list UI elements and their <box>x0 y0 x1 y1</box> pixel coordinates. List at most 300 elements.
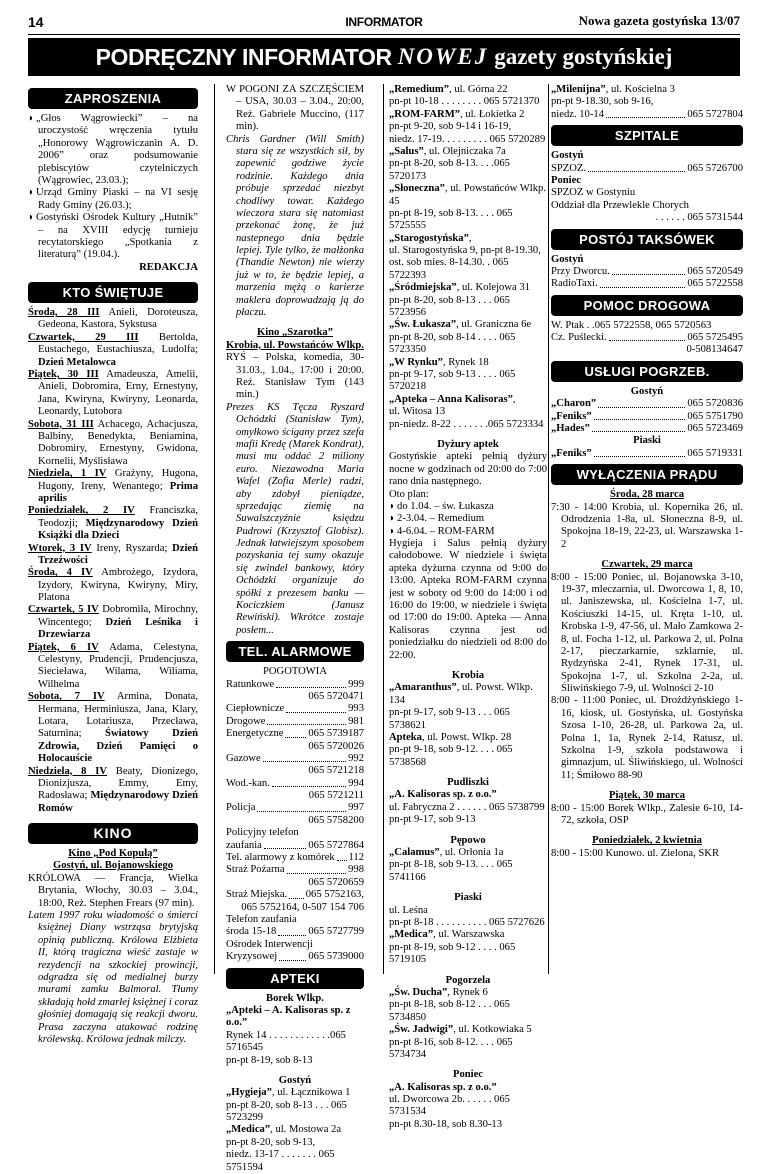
pharmacy-name: „Św. Ducha” <box>389 986 448 998</box>
nameday-holiday: Światowy Dzień Zdrowia, Dzień Pamięci o Holocauście <box>38 728 198 765</box>
nameday-date: Czwartek, 29 III <box>28 331 139 343</box>
pharmacy-line <box>389 732 547 744</box>
pharmacy-line <box>389 369 547 394</box>
pharmacy-name: „Śródmiejska” <box>389 282 457 294</box>
invitation-item: ◗ „Głos Wągrowiecki” – na uroczystość wręczenia tytułu „Honorowy Wągrowiczanin A. D. 2006” oraz podsumowanie plebiscytów czytelniczych (Wągrowiec, 23.03.); <box>28 113 198 187</box>
nameday-names: Beaty, Dionizego, Dionizjusza, Emmy, Emy, Radosława; <box>38 765 199 802</box>
main-title-part3: gazety gostyńskiej <box>494 43 673 69</box>
pharmacy-name: pn-pt 8-20, sob 8-14 . . . . 065 5723350 <box>389 331 516 356</box>
pharmacy-line <box>389 208 547 233</box>
paragraph: Gostyńskie apteki pełnią dyżury nocne w godzinach od 20:00 do 7:00 rano dnia następnego. <box>389 451 547 488</box>
phone-number: 065 5720026 <box>308 740 364 752</box>
phone-name: zaufania <box>226 839 262 851</box>
cinema-address: Krobia, ul. Powstańców Wlkp. <box>226 339 364 351</box>
cinema-name: Kino „Pod Kopułą” <box>68 848 158 860</box>
pharmacy-address: , <box>512 393 516 405</box>
phone-name: Gazowe <box>226 752 261 764</box>
phone-row: Przy Dworcu. 065 5720549 <box>551 265 743 277</box>
pharmacy-name: pn-pt 9-17, sob 9-13 . . . 065 5738621 <box>389 707 510 731</box>
pharmacy-name: „Hygieja” <box>226 1087 272 1099</box>
pharmacy-address: , <box>468 232 472 244</box>
outage-date: Czwartek, 29 marca <box>601 559 693 571</box>
signature: REDAKCJA <box>139 261 198 273</box>
section-postoj-taksowek: POSTÓJ TAKSÓWEK <box>551 229 743 250</box>
nameday-names: Dobromiła, Mirochny, Wincentego; <box>38 604 198 628</box>
nameday-date: Środa, 4 IV <box>28 567 93 579</box>
pharmacy-line <box>389 109 547 121</box>
nameday-names: Grażyny, Hugona, Hugony, Ireny, Wenantego; <box>38 468 198 492</box>
pharmacy-name: niedz. 13-17 . . . . . . . 065 5751594 <box>226 1149 335 1173</box>
pharmacy-address: , ul. Górna 22 <box>449 84 508 95</box>
pharmacy-line: pn-pt 9-18.30, sob 9-16, <box>551 96 654 108</box>
pharmacy-name: pn-pt 8-19, sob 8-13. . . . 065 5725555 <box>389 207 513 232</box>
phone-row: „Hades” 065 5723469 <box>551 423 743 435</box>
phone-number: 998 <box>348 864 364 876</box>
spacer <box>389 662 547 670</box>
pharmacy-name: „Św. Łukasza” <box>389 319 457 331</box>
nameday-date: Sobota, 7 IV <box>28 691 105 703</box>
pharmacy-line <box>389 319 547 331</box>
invitation-item: ◗ Gostyński Ośrodek Kultury „Hutnik” – na XVIII edycję turnieju recytatorskiego „Spotkania z literaturą” (19.04.). <box>28 212 198 262</box>
phone-number: 981 <box>348 715 364 727</box>
pharmacy-name: pn-pt 8-18, sob 9-13. . . . 065 5741166 <box>389 859 513 883</box>
pharmacy-name: ul. Leśna <box>389 904 428 916</box>
leader-dots <box>286 703 346 712</box>
main-title-part2: NOWEJ <box>397 43 489 69</box>
pharmacy-name: pn-pt 9-18, sob 9-12. . . . 065 5738568 <box>389 744 513 768</box>
section-szpitale: SZPITALE <box>551 125 743 146</box>
phone-number: 065 5721218 <box>308 765 364 777</box>
phone-name: Wod.-kan. <box>226 777 270 789</box>
pharmacy-name: „Starogostyńska” <box>389 232 469 244</box>
phone-row <box>226 679 364 691</box>
town-heading: Gostyń <box>630 385 664 397</box>
phone-name: Policja <box>226 802 256 814</box>
pharmacy-name: „Słoneczna” <box>389 183 445 195</box>
leader-dots <box>276 679 346 688</box>
pharmacy-name: „Św. Jadwigi” <box>389 1024 454 1036</box>
phone-number: 065 5739187 <box>308 728 364 740</box>
phone-number: 112 <box>348 852 364 864</box>
town-heading: Piaski <box>454 892 482 904</box>
nameday-names: Achacego, Achacjusza, Balbiny, Benedykta, Beniamina, Dobromiry, Ernestyny, Gwidona, Kornelii, Myślisława <box>38 418 199 467</box>
pharmacy-line <box>226 1149 364 1174</box>
pharmacy-name: „A. Kalisoras sp. z o.o.” <box>389 1081 497 1093</box>
nameday-holiday: Dzień Metalowca <box>38 356 116 368</box>
pharmacy-address: , ul. Łokietka 2 <box>460 108 525 120</box>
emergency-list-2 <box>226 840 364 902</box>
pharmacy-line <box>389 789 547 801</box>
pharmacy-line <box>389 96 547 108</box>
phone-row <box>226 889 364 901</box>
phone-row <box>226 728 364 740</box>
pharmacy-line <box>389 905 547 917</box>
pharmacy-name: „Medica” <box>389 929 434 941</box>
outage-item: 8:00 - 11:00 Poniec, ul. Drożdżyńskiego 1-16, kiosk, ul. Gostyńska, ul. Gostyńska Szosa 1-10, 26-28, ul. Parkowa 2a, ul. Polna 1, 1a, Rynek 2-14, Ratusz, ul. Szkolna 1-9, szkoła podstawowa i gimnazjum, ul. Śliwińskiego, ul. Wolności 11; Śmiłowo 88-90 <box>551 695 743 781</box>
pharmacy-address: , ul. Mostowa 2a <box>270 1124 342 1136</box>
page-header <box>28 12 740 35</box>
outage-item: 8:00 - 15:00 Borek Wlkp., Zalesie 6-10, 14-72, szkoła, OSP <box>551 802 743 826</box>
pharmacy-line <box>389 987 547 999</box>
phone-number: 993 <box>348 703 364 715</box>
pharmacy-name: ul. Witosa 13 <box>389 406 446 418</box>
phone-row <box>226 864 364 876</box>
town-heading: Poniec <box>452 1069 483 1081</box>
nameday-date: Niedziela, 8 IV <box>28 765 108 777</box>
town-heading: Poniec <box>551 174 582 186</box>
nameday-entry <box>28 307 198 332</box>
phone-number: 992 <box>348 752 364 764</box>
phone-number: 065 5720659 <box>308 876 364 888</box>
pharmacy-name: pn-pt 8-20, sob 8-13 . . . 065 5723956 <box>389 294 510 319</box>
main-title-part1: PODRĘCZNY INFORMATOR <box>95 43 392 70</box>
spacer <box>389 769 547 777</box>
nameday-names: Anieli, Doroteusza, Gedeona, Kastora, Sykstusa <box>38 307 198 331</box>
section-wylaczenia-pradu: WYŁĄCZENIA PRĄDU <box>551 464 743 485</box>
film-description: Latem 1997 roku wiadomość o śmierci księżnej Diany wstrząsa brytyjską opinią publiczną. Królowa Elżbieta II, którą tragiczna wieść zastaje w rezydencji na szkockiej prowincji, odgradza się od medialnej burzy murami zamku Balmoral. Tłumy składają hołd zmarłej księżnej i coraz głośniej domagają się reakcji dworu. Prasa zaczyna atakować rodzinę królewską. Królowa jednak milczy. <box>28 910 198 1045</box>
town-heading: Pogorzela <box>445 974 491 986</box>
nameday-holiday: Międzynarodowy Dzień Książki dla Dzieci <box>38 517 198 542</box>
pharmacy-name: pn-pt 8-16, sob 8-12. . . . 065 5734734 <box>389 1036 513 1060</box>
pharmacy-name: pn-pt 8-20, sob 8-13 . . . 065 5723299 <box>226 1099 347 1124</box>
section-pomoc-drogowa: POMOC DROGOWA <box>551 295 743 316</box>
nameday-names: Bertolda, Eustachego, Eustachiusza, Ludolfa; <box>38 331 199 356</box>
nameday-names: Adama, Celestyna, Celestyny, Prudencji, Prudencjusza, Siecieława, Wilama, Wiliama, Wilhelma <box>38 641 198 690</box>
pharmacy-line <box>389 406 547 418</box>
nameday-entry <box>28 468 198 505</box>
pharmacy-name: „Medica” <box>226 1124 271 1136</box>
nameday-holiday: Międzynarodowy Dzień Romów <box>38 790 198 814</box>
outage-date: Środa, 28 marca <box>609 489 685 501</box>
leader-dots <box>267 716 346 725</box>
nameday-names: Amadeusza, Amelii, Anieli, Dobromira, Erny, Ernestyny, Jana, Kwiryna, Kwiryny, Leonarda, Leonardy, Lutobora <box>38 369 198 418</box>
phone-row: RadioTaxi. 065 5722558 <box>551 278 743 290</box>
pharmacy-name: pn-pt 8-18, sob 8-12 . . . 065 5734850 <box>389 999 510 1023</box>
emergency-list <box>226 679 364 828</box>
phone-number: 065 5720471 <box>308 690 364 702</box>
phone-number: 0-508134647 <box>686 344 743 356</box>
pharmacy-address: , ul. Warszawska <box>433 929 505 941</box>
nameday-date: Piątek, 30 III <box>28 369 99 381</box>
pharmacy-line <box>389 245 547 257</box>
phone-name: Straż Pożarna <box>226 864 285 876</box>
phone-number: 065 5752163, <box>305 889 364 901</box>
phone-number: 065 5721211 <box>308 790 364 802</box>
pharmacy-address: , ul. Kolejowa 31 <box>456 282 530 294</box>
section-tel-alarmowe: TEL. ALARMOWE <box>226 641 364 662</box>
main-title-bar <box>28 38 740 76</box>
pharmacy-name: ul. Starogostyńska 9, pn-pt 8-19.30, <box>389 245 541 257</box>
pharmacy-line: Rynek 14 . . . . . . . . . . . .065 5716545 <box>226 1029 346 1054</box>
phone-line: W. Ptak . .065 5722558, 065 5720563 <box>551 319 712 331</box>
phone-row: Kryzysowej 065 5739000 <box>226 951 364 963</box>
pharmacy-line <box>389 917 547 929</box>
pharmacy-name: „Remedium” <box>389 84 450 95</box>
cinema-name: Kino „Szarotka” <box>256 327 334 339</box>
pharmacy-line <box>389 357 547 369</box>
spacer <box>389 884 547 892</box>
section-apteki: APTEKI <box>226 968 364 989</box>
subheading: POGOTOWIA <box>263 666 327 678</box>
pharmacy-line <box>389 233 547 245</box>
pharmacy-entry: „Milenijna”, ul. Kościelna 3 <box>551 84 675 95</box>
phone-row <box>226 840 364 852</box>
nameday-entry <box>28 604 198 641</box>
leader-dots <box>289 889 304 898</box>
phone-row: „Charon” 065 5720836 <box>551 398 743 410</box>
nameday-date: Piątek, 6 IV <box>28 641 99 653</box>
phone-row: środa 15-18 065 5727799 <box>226 926 364 938</box>
phone-label: Ośrodek Interwencji <box>226 938 313 950</box>
outage-item: 8:00 - 15:00 Poniec, ul. Bojanowska 3-10, 19-37, mleczarnia, ul. Dworcowa 1, 8, 10, ul. Janiszewska, ul. Kościelna 1-7, ul. Kościuszki 14-15, ul. Kręta 1-10, ul. Krobska 1-9, 47-56, ul. Mało Zamkowa 2-8, ul. Focha 1-12, ul. Parkowa 2, ul. Polna 2-17, pieczarkarnie, szklarnie, ul. Rydzyńska 2-41, Rynek 17-31, ul. Spokojna 1-7, ul. Szkolna 2-2a, ul. Śliwińskiego 7-9, ul. Wolności 2-10 <box>551 571 743 695</box>
phone-row: „Feniks” 065 5751790 <box>551 410 743 422</box>
nameday-entry <box>28 691 198 765</box>
spacer <box>389 827 547 835</box>
pharmacy-address: , Rynek 6 <box>447 986 488 998</box>
pharmacy-name: pn-pt 8-19, sob 9-12 . . . . 065 5719105 <box>389 941 516 966</box>
pharmacy-line <box>389 802 547 814</box>
nameday-entry <box>28 332 198 369</box>
nameday-entry <box>28 505 198 542</box>
column-divider <box>383 84 384 974</box>
phone-row: SPZOZ. 065 5726700 <box>551 162 743 174</box>
pharmacy-list <box>389 84 547 431</box>
pharmacy-address: , ul. Kotkowiaka 5 <box>453 1024 532 1036</box>
section-kto-swietuje: KTO ŚWIĘTUJE <box>28 282 198 303</box>
pharmacy-line <box>389 1024 547 1036</box>
phone-label: Policyjny telefon <box>226 827 299 839</box>
pharmacy-name: „W Rynku” <box>389 356 443 368</box>
pharmacy-address: , ul. Graniczna 6e <box>456 319 532 331</box>
nameday-date: Wtorek, 3 IV <box>28 542 92 554</box>
pharmacy-line <box>389 84 547 96</box>
pharmacy-name: niedz. 17-19. . . . . . . . . 065 5720289 <box>389 133 546 145</box>
pharmacy-line <box>389 146 547 158</box>
nameday-entry <box>28 369 198 419</box>
nameday-date: Czwartek, 5 IV <box>28 604 99 616</box>
column-divider <box>214 84 215 974</box>
film-entry: KRÓLOWA — Francja, Wielka Brytania, Włochy, 30.03 – 3.04., 18:00, Reż. Stephen Frears (97 min). <box>28 872 198 909</box>
leader-dots <box>337 852 347 861</box>
phone-number: 065 5752164, 0-507 154 706 <box>241 901 364 913</box>
pharmacy-line <box>389 121 547 133</box>
plan-item: ◗ 4-6.04. – ROM-FARM <box>389 526 547 538</box>
pharmacy-line <box>389 1119 547 1131</box>
town-heading: Pępowo <box>450 834 486 846</box>
spacer <box>389 1061 547 1069</box>
pharmacy-name: „Salus” <box>389 145 424 157</box>
pharmacy-line <box>389 744 547 769</box>
pharmacy-name: pn-pt 9-17, sob 9-13 <box>389 814 476 826</box>
spacer <box>389 967 547 975</box>
plan-item: ◗ 2-3.04. – Remedium <box>389 513 547 525</box>
phone-number: 065 5758200 <box>308 814 364 826</box>
pharmacy-line <box>226 1124 364 1136</box>
subheading: Dyżury aptek <box>437 438 499 450</box>
pharmacy-name: pn-pt 9-20, sob 9-14 i 16-19, <box>389 121 512 133</box>
leader-dots <box>287 864 347 873</box>
pharmacy-name: ul. Fabryczna 2 . . . . . . 065 5738799 <box>389 801 545 813</box>
pharmacy-line <box>389 183 547 208</box>
pharmacy-line <box>389 419 547 431</box>
nameday-entry <box>28 642 198 692</box>
phone-name: Tel. alarmowy z komórek <box>226 852 335 864</box>
nameday-holiday: Dzień Leśnika i Drzewiarza <box>38 616 198 641</box>
pharmacy-line <box>389 332 547 357</box>
phone-name: Drogowe <box>226 715 266 727</box>
leader-dots <box>263 753 346 762</box>
pharmacy-line <box>389 257 547 282</box>
nameday-date: Sobota, 31 III <box>28 418 94 430</box>
outage-list <box>551 489 743 860</box>
section-kino: KINO <box>28 823 198 844</box>
leader-dots <box>285 728 306 737</box>
phone-row <box>226 753 364 765</box>
publication-name: INFORMATOR <box>345 15 423 29</box>
paragraph: Hygieja i Salus pełnią dyżury całodobowe. W niedziele i święta apteka dyżurna czynna od 9:00 do 13:00. Apteka ROM-FARM czynna jest w soboty od 9:00 do 14:00 i od 16:00 do 19:00, w niedziele i święta od 17:00 do 19:00. Apteka — Anna Kalisoras czynna jest od poniedziałku do niedzieli od 8:00 do 22:00. <box>389 538 547 661</box>
zaproszenia-list <box>28 113 198 262</box>
pharmacy-line <box>389 1037 547 1062</box>
invitation-item: ◗ Urząd Gminy Piaski – na VI sesję Rady Gminy (26.03.); <box>28 187 198 212</box>
pharmacy-address: , ul. Orłonia 1a <box>439 847 504 859</box>
outage-date: Poniedziałek, 2 kwietnia <box>592 835 702 847</box>
film-entry: W POGONI ZA SZCZĘŚCIEM – USA, 30.03 – 3.04., 20:00, Reż. Gabriele Muccino, (117 min). <box>226 84 364 133</box>
pharmacy-line <box>389 1094 547 1119</box>
phone-row: niedz. 10-14 065 5727804 <box>551 108 743 120</box>
pharmacy-name: pn-niedz. 8-22 . . . . . . .065 5723334 <box>389 418 544 430</box>
town-heading: Piaski <box>633 435 661 447</box>
phone-row <box>226 716 364 728</box>
pharmacy-name: „Amaranthus” <box>389 682 457 694</box>
nameday-names: Ambrożego, Izydora, Izydory, Kwiryna, Kwiryny, Miry, Platona <box>38 567 198 604</box>
nameday-entry <box>28 567 198 604</box>
pharmacy-name: „Calamus” <box>389 847 440 859</box>
phone-number: . . . . . . 065 5731544 <box>655 212 743 224</box>
pharmacy-name: Apteka <box>389 731 422 743</box>
nameday-entry <box>28 766 198 816</box>
phone-row <box>226 778 364 790</box>
pharmacy-line: pn-pt 8-19, sob 8-13 <box>226 1054 313 1066</box>
town-heading: Gostyń <box>551 150 584 162</box>
phone-number: 994 <box>348 777 364 789</box>
pharmacy-line <box>389 394 547 406</box>
leader-dots <box>264 840 307 849</box>
pharmacy-line <box>389 707 547 732</box>
pharmacy-name: pn-pt 8-18 . . . . . . . . . . 065 5727626 <box>389 917 545 928</box>
plan-item: ◗ do 1.04. – św. Łukasza <box>389 501 547 513</box>
edition-label: Nowa gazeta gostyńska 13/07 <box>578 13 740 28</box>
phone-number: 065 5727864 <box>308 839 364 851</box>
pharmacy-address: , Rynek 18 <box>442 356 489 368</box>
town-heading: Pudliszki <box>447 777 489 789</box>
phone-row <box>226 703 364 715</box>
pharmacy-address: , ul. Powstańców Wlkp. 45 <box>389 183 546 207</box>
pharmacy-line <box>389 1082 547 1094</box>
leader-dots <box>257 802 346 811</box>
pharmacy-line <box>389 282 547 294</box>
column-1 <box>28 84 198 1046</box>
page-number: 14 <box>28 14 44 30</box>
spacer <box>551 827 743 835</box>
pharmacy-line <box>389 134 547 146</box>
phone-row <box>226 802 364 814</box>
pharmacy-name: pn-pt 8-20, sob 9-13, <box>226 1136 316 1148</box>
pharmacy-line <box>389 814 547 826</box>
phone-name: Energetyczne <box>226 728 284 740</box>
section-uslugi-pogrzebowe: USŁUGI POGRZEB. <box>551 361 743 382</box>
pharmacy-name: „Apteki – A. Kalisoras sp. z o.o.” <box>226 1004 351 1029</box>
outage-item: 7:30 - 14:00 Krobia, ul. Kopernika 26, ul. Odrodzenia 1-8a, ul. Słoneczna 8-9, ul. Spokojna 18-19, 22-23, ul. Warszawska 1-2 <box>551 501 743 550</box>
pharmacy-name: pn-pt 8.30-18, sob 8.30-13 <box>389 1118 502 1130</box>
pharmacy-name: pn-pt 10-18 . . . . . . . . 065 5721370 <box>389 96 540 108</box>
phone-number: 997 <box>348 802 364 814</box>
spacer <box>551 782 743 790</box>
pharmacy-line <box>389 682 547 707</box>
pharmacy-name: „ROM-FARM” <box>389 108 460 120</box>
spacer <box>551 551 743 559</box>
column-divider <box>548 84 549 974</box>
pharmacy-name: ost. sob mies. 8-14.30. . 065 5722393 <box>389 257 509 281</box>
paragraph: Oto plan: <box>389 488 429 500</box>
column-3 <box>389 84 547 1131</box>
film-description: Chris Gardner (Will Smith) stara się ze wszystkich sił, by zapewnić godziwe życie rodzinie. Każdego dnia próbuje sprzedać niezbyt chodliwy towar. Każdego wieczora stara się natomiast przekonać żonę, że już nastepnego dnia będzie lepiej. Tyle tylko, że małżonka (Thandie Newton) nie wierzy już w to, że będzie lepiej, a marzenia mężą o karierze maklera doprowadzają ją do płaczu. <box>226 133 364 319</box>
pharmacy-line <box>389 295 547 320</box>
nameday-entry <box>28 419 198 469</box>
pharmacy-name: pn-pt 9-17, sob 9-13 . . . . 065 5720218 <box>389 368 516 393</box>
pharmacy-address: , ul. Powst. Wlkp. 28 <box>421 731 512 743</box>
pharmacy-line <box>226 1087 364 1099</box>
section-zaproszenia: ZAPROSZENIA <box>28 88 198 109</box>
pharmacy-address: , ul. Powst. Wlkp. 134 <box>389 682 533 706</box>
pharmacy-list <box>226 1087 364 1174</box>
phone-row: „Feniks” 065 5719331 <box>551 447 743 459</box>
hospital-ward: Oddział dla Przewlekle Chorych <box>551 199 689 211</box>
phone-row <box>226 852 364 864</box>
nameday-names: Ireny, Ryszarda; <box>91 542 173 554</box>
nameday-names: Armina, Donata, Hermana, Herminiusza, Jana, Klary, Lotara, Lotariusza, Przecława, Saturnina; <box>38 691 198 740</box>
column-2 <box>226 84 364 1174</box>
town-heading: Borek Wlkp. <box>266 992 324 1004</box>
pharmacy-address: , ul. Olejniczaka 7a <box>423 145 506 157</box>
leader-dots <box>272 778 346 787</box>
pharmacy-name: „A. Kalisoras sp. z o.o.” <box>389 789 497 801</box>
pharmacy-name: „Apteka – Anna Kalisoras” <box>389 393 513 405</box>
phone-label: Telefon zaufania <box>226 914 297 925</box>
phone-name: Straż Miejska. <box>226 889 288 901</box>
pharmacy-line <box>389 942 547 967</box>
pharmacy-line <box>389 999 547 1024</box>
phone-number: 999 <box>348 678 364 690</box>
column-4 <box>551 84 743 860</box>
town-heading: Krobia <box>451 669 485 681</box>
nameday-list <box>28 307 198 815</box>
pharmacy-towns <box>389 662 547 1131</box>
town-heading: Gostyń <box>278 1074 312 1086</box>
nameday-date: Niedziela, 1 IV <box>28 468 107 480</box>
pharmacy-name: ul. Dworcowa 2b. . . . . . 065 5731534 <box>389 1094 510 1118</box>
outage-item: 8:00 - 15:00 Kunowo. ul. Zielona, SKR <box>551 847 720 859</box>
film-description: Prezes KS Tęcza Ryszard Ochódzki (Stanisław Tym), omyłkowo ścigany przez szefa mafii Kredę (Marek Kondrat), musi mu oddać 2 miliony euro. Niezawodna Maria Wafel (Zofia Merle) radzi, aby zdobył pieniądze, sprzedając ziemię na Suwalszczyźnie księdzu Pudrowi (Krzysztof Globisz). Jednak łatwiejszym sposobem pozyskania tej sumy okazuje się zwindel bankowy, który Ochódzki organizuje do spółki z prezesem banku — Kociczkiem (Janusz Rewiński). Wkrótce zostaje posłem... <box>226 401 364 636</box>
phone-name: Ciepłownicze <box>226 703 285 715</box>
film-entry: RYŚ – Polska, komedia, 30-31.03., 1.04., 17:00 i 20:00. Reż. Stanisław Tym (143 min.) <box>226 352 364 401</box>
phone-name: Ratunkowe <box>226 678 275 690</box>
pharmacy-line <box>389 859 547 884</box>
nameday-entry <box>28 543 198 568</box>
nameday-names: Franciszka, Teodozji; <box>38 505 198 529</box>
outage-date: Piątek, 30 marca <box>608 790 685 802</box>
nameday-holiday: Dzień Trzeźwości <box>38 542 198 566</box>
cinema-address: Gostyń, ul. Bojanowskiego <box>52 860 174 872</box>
